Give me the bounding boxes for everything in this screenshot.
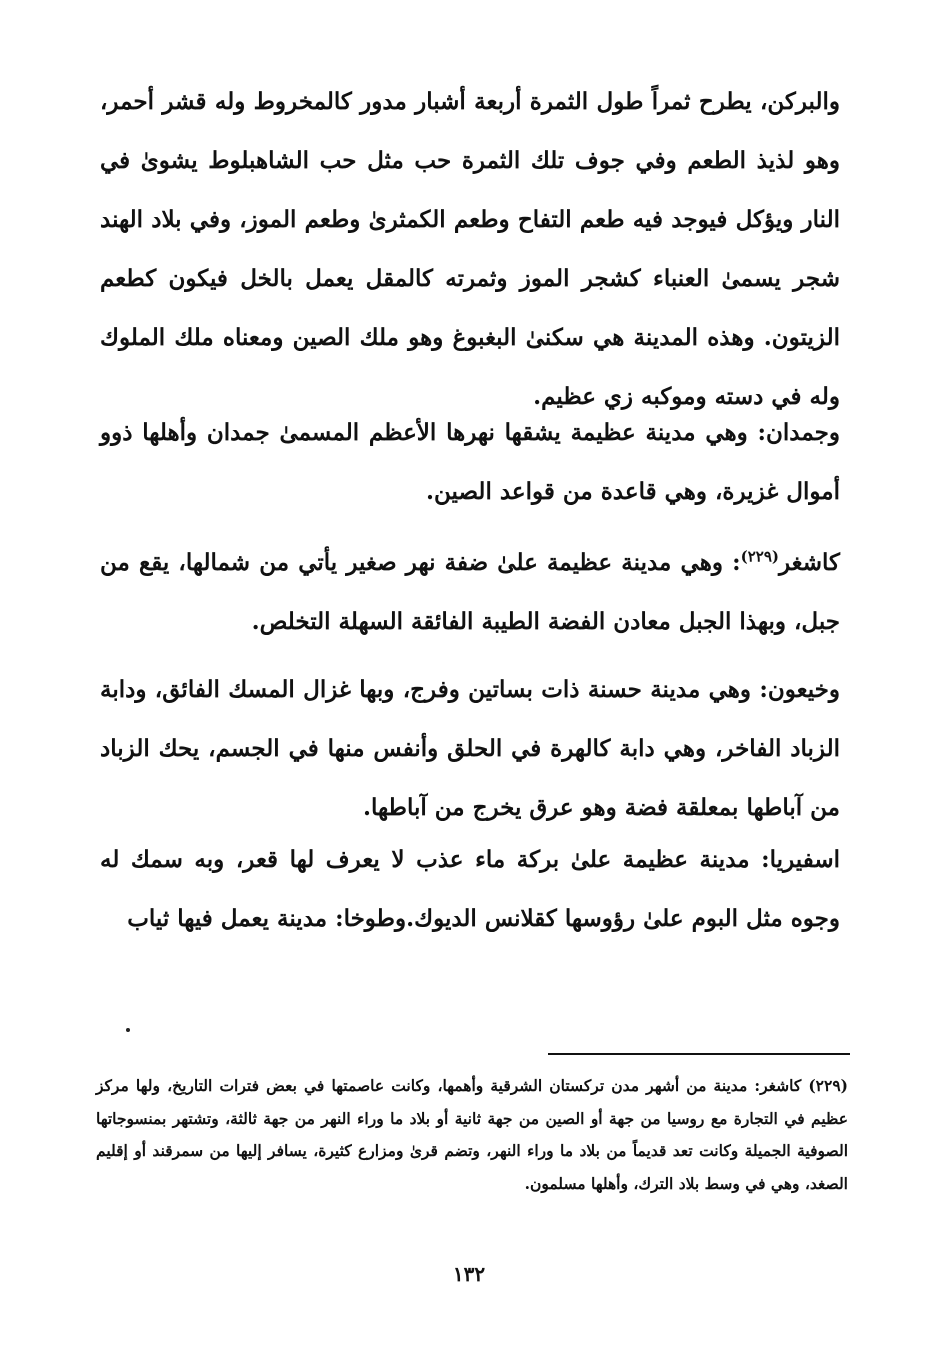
scan-speck: [126, 1028, 130, 1032]
entry-heading-jamdan: وجمدان:: [757, 419, 840, 446]
footnote-229: (٢٢٩) كاشغر: مدينة من أشهر مدن تركستان الشرقية وأهمها، وكانت عاصمتها في بعض فترات التاريخ، ولها مركز عظيم في التجارة مع روسيا من جهة أو الصين من جهة ثانية أو بلاد ما وراء النهر من جهة ثالثة، وتشتهر بمنسوجاتها الصوفية الجميلة وكانت تعد قديماً من بلاد ما وراء النهر، وتضم قرىٰ ومزارع كثيرة، يسافر إليها من سمرقند أو إقليم الصغد، وهي في وسط بلاد الترك، وأهلها مسلمون.: [96, 1076, 848, 1193]
entry-heading-isfiriya: اسفيريا:: [761, 846, 840, 873]
paragraph-jamdan-text: وهي مدينة عظيمة يشقها نهرها الأعظم المسمىٰ جمدان وأهلها ذوو أموال غزيرة، وهي قاعدة من قواعد الصين.: [100, 419, 840, 505]
page-number: ١٣٢: [452, 1262, 486, 1286]
paragraph-kashgar-text: : وهي مدينة عظيمة علىٰ ضفة نهر صغير يأتي من شمالها، يقع من جبل، وبهذا الجبل معادن الفضة الطيبة الفائقة السهلة التخلص.: [100, 549, 840, 635]
paragraph-isfiriya: [100, 830, 840, 948]
footnote-reference-229: (٢٢٩): [740, 547, 779, 566]
paragraph-khaiun-text: وهي مدينة حسنة ذات بساتين وفرج، وبها غزال المسك الفائق، ودابة الزباد الفاخر، وهي دابة كالهرة في الحلق وأنفس منها في الجسم، يحك الزباد من آباطها بمعلقة فضة وهو عرق يخرج من آباطها.: [100, 676, 840, 821]
paragraph-jamdan: [100, 403, 840, 521]
paragraph-kashgar: [100, 533, 840, 651]
paragraph-1: [100, 72, 840, 426]
entry-heading-khaiun: وخيعون:: [759, 676, 840, 703]
footnote-divider: [548, 1053, 850, 1055]
paragraph-1-text: والبركن، يطرح ثمراً طول الثمرة أربعة أشبار مدور كالمخروط وله قشر أحمر، وهو لذيذ الطعم وفي جوف تلك الثمرة حب مثل حب الشاهبلوط يشوىٰ في النار ويؤكل فيوجد فيه طعم التفاح وطعم الكمثرىٰ وطعم الموز، وفي بلاد الهند شجر يسمىٰ العنباء كشجر الموز وثمرته كالمقل يعمل بالخل فيكون كطعم الزيتون. وهذه المدينة هي سكنىٰ البغبوغ وهو ملك الصين ومعناه ملك الملوك وله في دسته وموكبه زي عظيم.: [100, 88, 840, 410]
paragraph-khaiun: [100, 660, 840, 837]
entry-heading-kashgar: كاشغر: [778, 549, 840, 576]
paragraph-isfiriya-text: مدينة عظيمة علىٰ بركة ماء عذب لا يعرف لها قعر، وبه سمك له وجوه مثل البوم علىٰ رؤوسها كقلانس الديوك.وطوخا: مدينة يعمل فيها ثياب: [100, 846, 840, 932]
